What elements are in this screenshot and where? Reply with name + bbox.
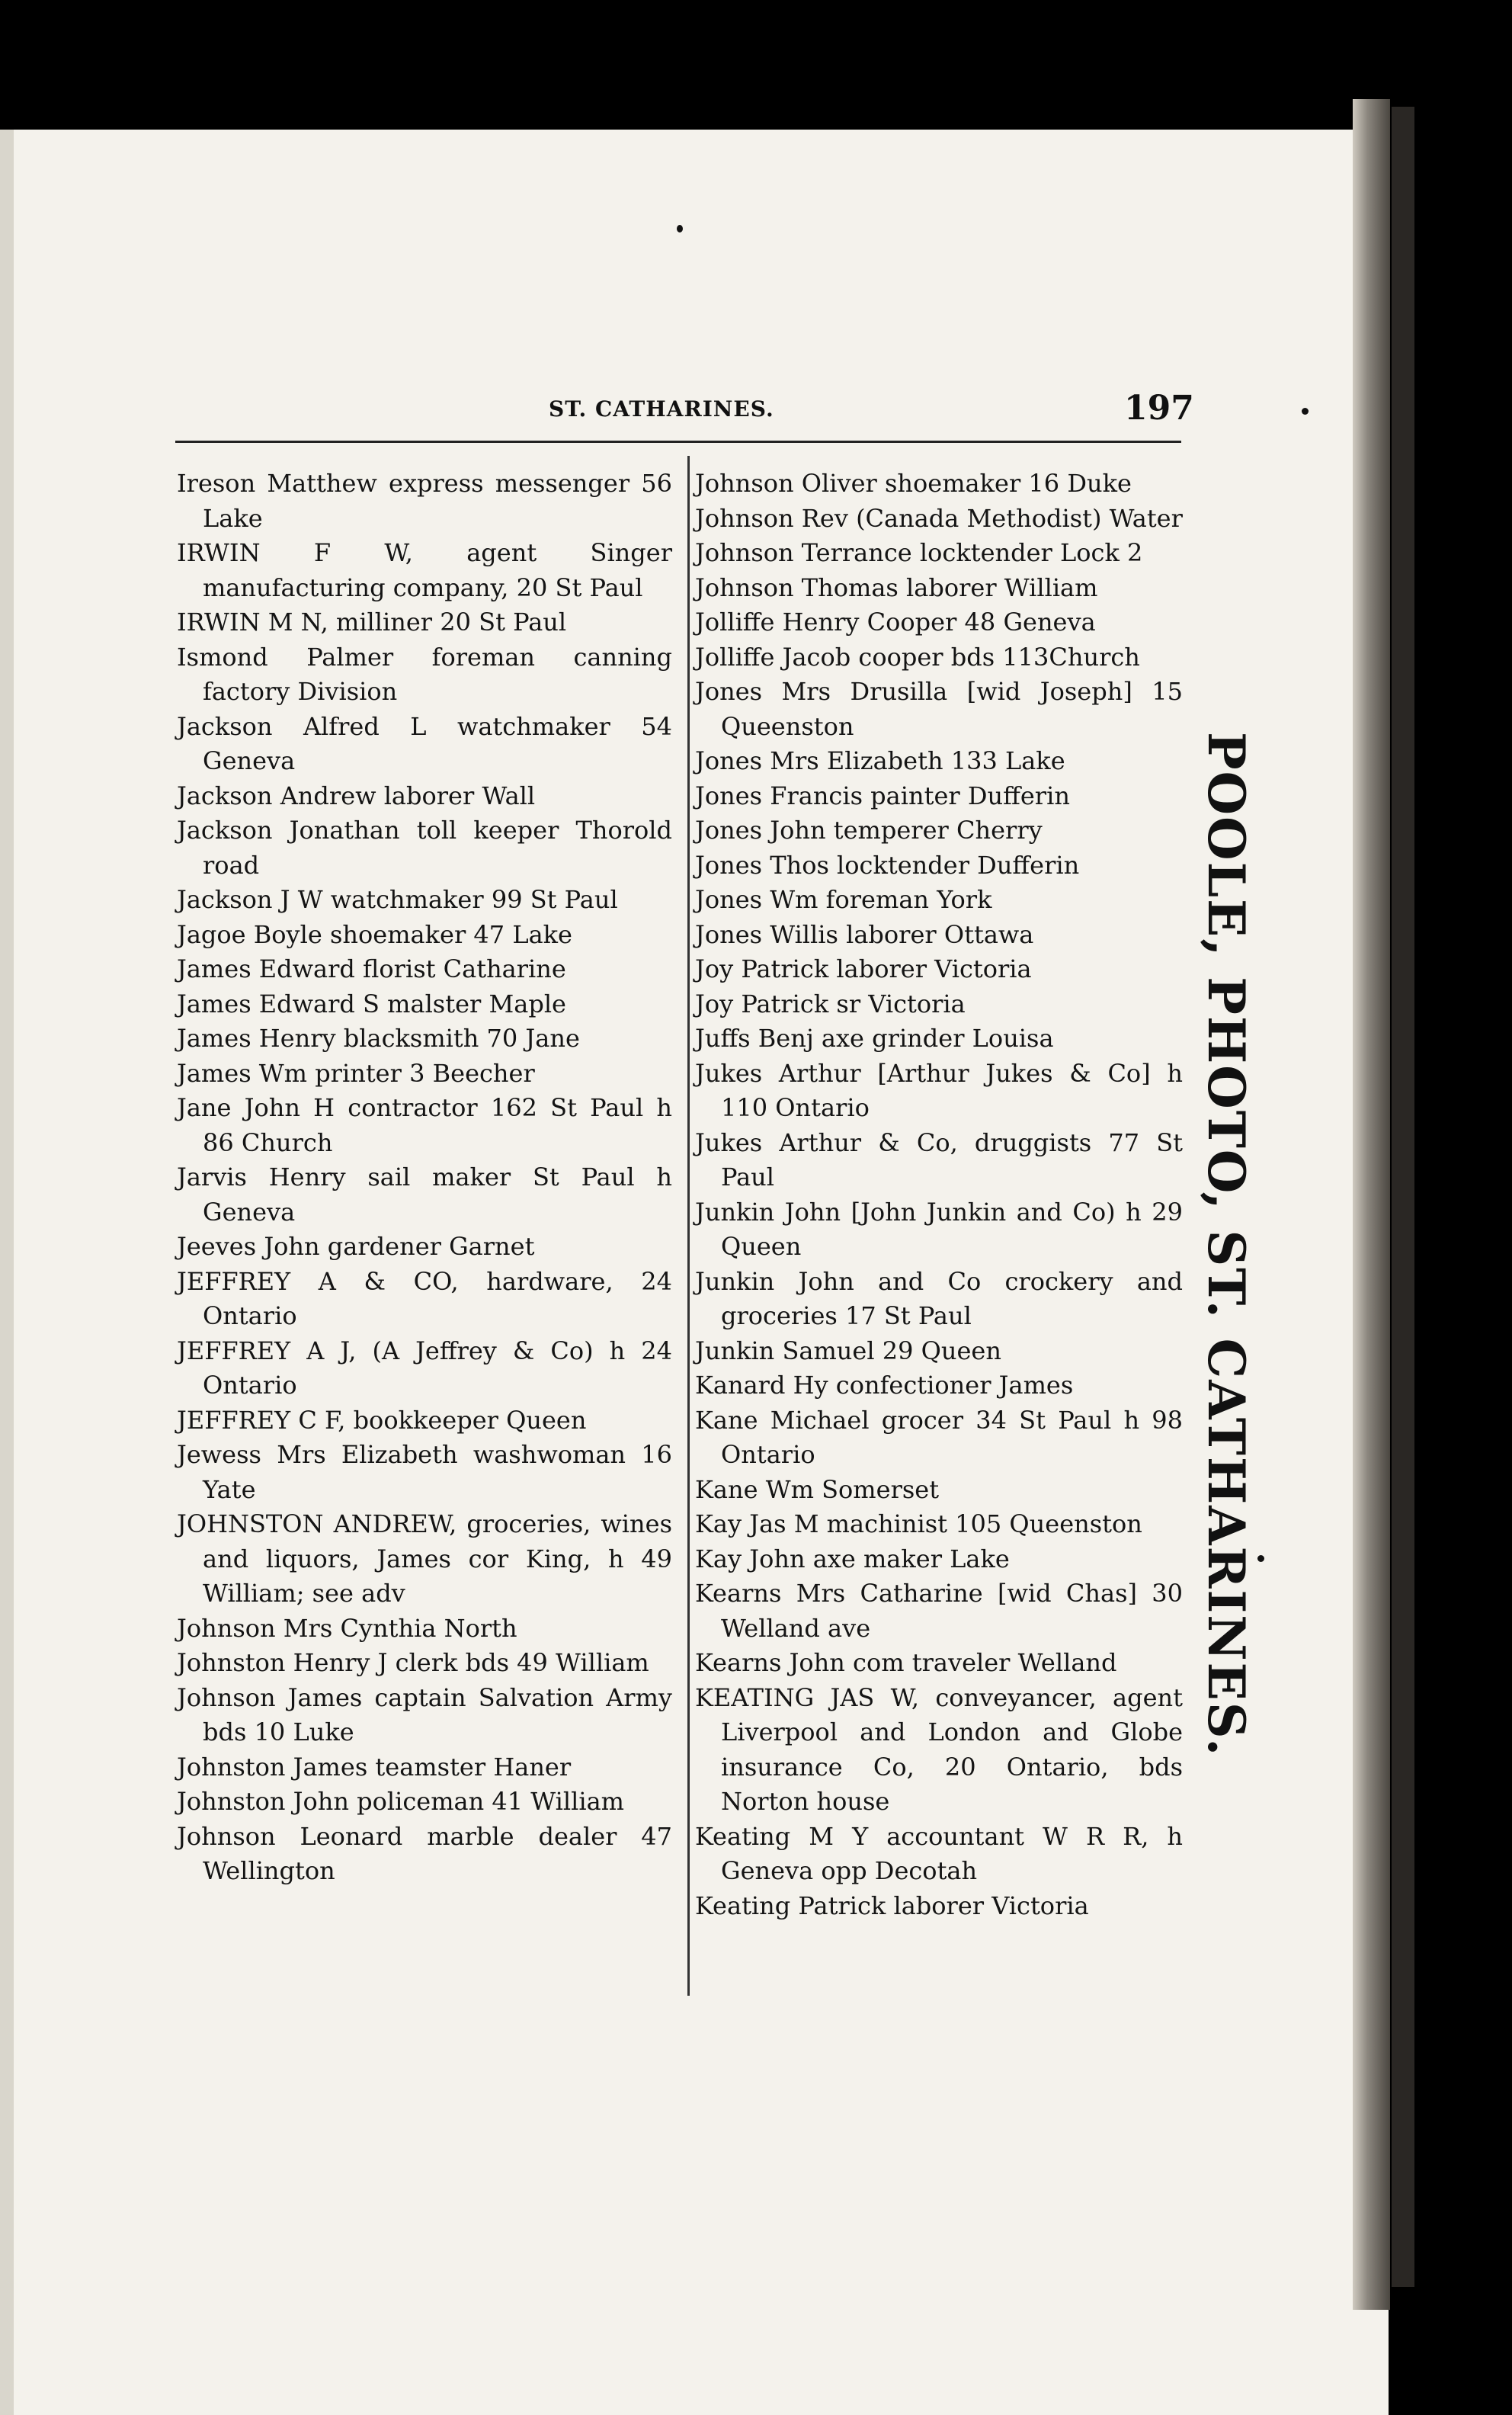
directory-entry: IRWIN F W, agent Singer manufacturing company, 20 St Paul <box>177 538 672 602</box>
directory-entry: Jewess Mrs Elizabeth washwoman 16 Yate <box>177 1440 672 1504</box>
directory-entry: Johnston James teamster Haner <box>177 1752 572 1782</box>
directory-entry: Jackson Andrew laborer Wall <box>177 781 536 810</box>
directory-entry: Keating M Y accountant W R R, h Geneva opp Decotah <box>695 1821 1183 1885</box>
directory-entry: JEFFREY A J, (A Jeffrey & Co) h 24 Ontario <box>177 1336 672 1400</box>
directory-entry: Ireson Matthew express messenger 56 Lake <box>177 469 672 533</box>
directory-entry: Joy Patrick laborer Victoria <box>695 954 1032 983</box>
directory-entry: James Edward S malster Maple <box>177 989 566 1018</box>
directory-entry: Jackson J W watchmaker 99 St Paul <box>177 885 618 914</box>
directory-entry: KEATING JAS W, conveyancer, agent Liverpool and London and Globe insurance Co, 20 Ontario, bds Norton house <box>695 1682 1183 1816</box>
directory-entry: Kane Wm Somerset <box>695 1474 940 1504</box>
directory-entry: Jane John H contractor 162 St Paul h 86 Church <box>177 1093 672 1157</box>
page-number: 197 <box>1124 389 1194 428</box>
directory-entry: Jones Thos locktender Dufferin <box>695 850 1080 880</box>
ink-speck <box>677 225 683 233</box>
column-divider <box>687 456 690 1996</box>
directory-entry: JEFFREY A & CO, hardware, 24 Ontario <box>177 1266 672 1330</box>
directory-entry: Jones John temperer Cherry <box>695 816 1043 845</box>
directory-entry: James Henry blacksmith 70 Jane <box>177 1024 580 1053</box>
directory-entry: Juffs Benj axe grinder Louisa <box>695 1024 1054 1053</box>
directory-entry: Jukes Arthur [Arthur Jukes & Co] h 110 Ontario <box>695 1058 1183 1122</box>
directory-entry: Johnson Rev (Canada Methodist) Water <box>695 503 1183 533</box>
directory-entry: Jones Willis laborer Ottawa <box>695 919 1034 949</box>
directory-entry: Johnson James captain Salvation Army bds 10 Luke <box>177 1682 672 1746</box>
directory-entry: Johnston John policeman 41 William <box>177 1787 624 1816</box>
directory-entry: James Wm printer 3 Beecher <box>177 1058 535 1088</box>
directory-entry: Kanard Hy confectioner James <box>695 1371 1074 1400</box>
side-advertisement: POOLE, PHOTO, ST. CATHARINES. <box>1196 732 1256 1758</box>
directory-entry: Johnston Henry J clerk bds 49 William <box>177 1648 649 1677</box>
directory-entry: Jukes Arthur & Co, druggists 77 St Paul <box>695 1127 1183 1191</box>
directory-entry: Junkin John [John Junkin and Co) h 29 Queen <box>695 1197 1183 1261</box>
directory-entry: Jarvis Henry sail maker St Paul h Geneva <box>177 1163 672 1227</box>
directory-entry: Jones Francis painter Dufferin <box>695 781 1070 810</box>
directory-entry: JOHNSTON ANDREW, groceries, wines and liquors, James cor King, h 49 William; see adv <box>177 1509 672 1608</box>
directory-entry: Jones Mrs Drusilla [wid Joseph] 15 Queenston <box>695 677 1183 741</box>
directory-entry: IRWIN M N, milliner 20 St Paul <box>177 608 567 637</box>
directory-entry: Jones Mrs Elizabeth 133 Lake <box>695 746 1065 775</box>
directory-entry: Junkin Samuel 29 Queen <box>695 1336 1001 1365</box>
directory-entry: Kay Jas M machinist 105 Queenston <box>695 1509 1142 1538</box>
ink-speck <box>1302 408 1309 415</box>
directory-entry: Kearns Mrs Catharine [wid Chas] 30 Welland ave <box>695 1579 1183 1643</box>
directory-entry: Johnson Thomas laborer William <box>695 572 1098 602</box>
directory-entry: Johnson Terrance locktender Lock 2 <box>695 538 1143 567</box>
book-spine-shadow <box>1392 107 1414 2287</box>
directory-entry: Kay John axe maker Lake <box>695 1544 1010 1573</box>
directory-entry: Kane Michael grocer 34 St Paul h 98 Ontario <box>695 1405 1183 1469</box>
left-column <box>177 467 672 1889</box>
header-rule <box>175 441 1181 443</box>
directory-entry: Joy Patrick sr Victoria <box>695 989 966 1018</box>
directory-entry: Johnson Oliver shoemaker 16 Duke <box>695 469 1132 498</box>
running-title: ST. CATHARINES. <box>549 396 774 422</box>
directory-entry: Johnson Leonard marble dealer 47 Wellington <box>177 1821 672 1885</box>
directory-entry: JEFFREY C F, bookkeeper Queen <box>177 1405 587 1435</box>
directory-entry: James Edward florist Catharine <box>177 954 566 983</box>
directory-entry: Junkin John and Co crockery and groceries 17 St Paul <box>695 1266 1183 1330</box>
directory-entry: Jolliffe Jacob cooper bds 113Church <box>695 642 1140 672</box>
right-column <box>695 467 1183 1923</box>
directory-entry: Johnson Mrs Cynthia North <box>177 1613 517 1643</box>
directory-entry: Jones Wm foreman York <box>695 885 992 914</box>
directory-entry: Jackson Jonathan toll keeper Thorold road <box>177 816 672 880</box>
directory-entry: Jackson Alfred L watchmaker 54 Geneva <box>177 711 672 775</box>
directory-entry: Keating Patrick laborer Victoria <box>695 1891 1089 1920</box>
directory-entry: Jolliffe Henry Cooper 48 Geneva <box>695 608 1096 637</box>
ink-speck <box>1257 1555 1264 1562</box>
page-header <box>175 389 1194 442</box>
directory-entry: Jeeves John gardener Garnet <box>177 1232 535 1261</box>
directory-entry: Ismond Palmer foreman canning factory Division <box>177 642 672 706</box>
directory-entry: Jagoe Boyle shoemaker 47 Lake <box>177 919 572 949</box>
directory-entry: Kearns John com traveler Welland <box>695 1648 1117 1677</box>
book-spine-edge <box>1353 99 1390 2310</box>
